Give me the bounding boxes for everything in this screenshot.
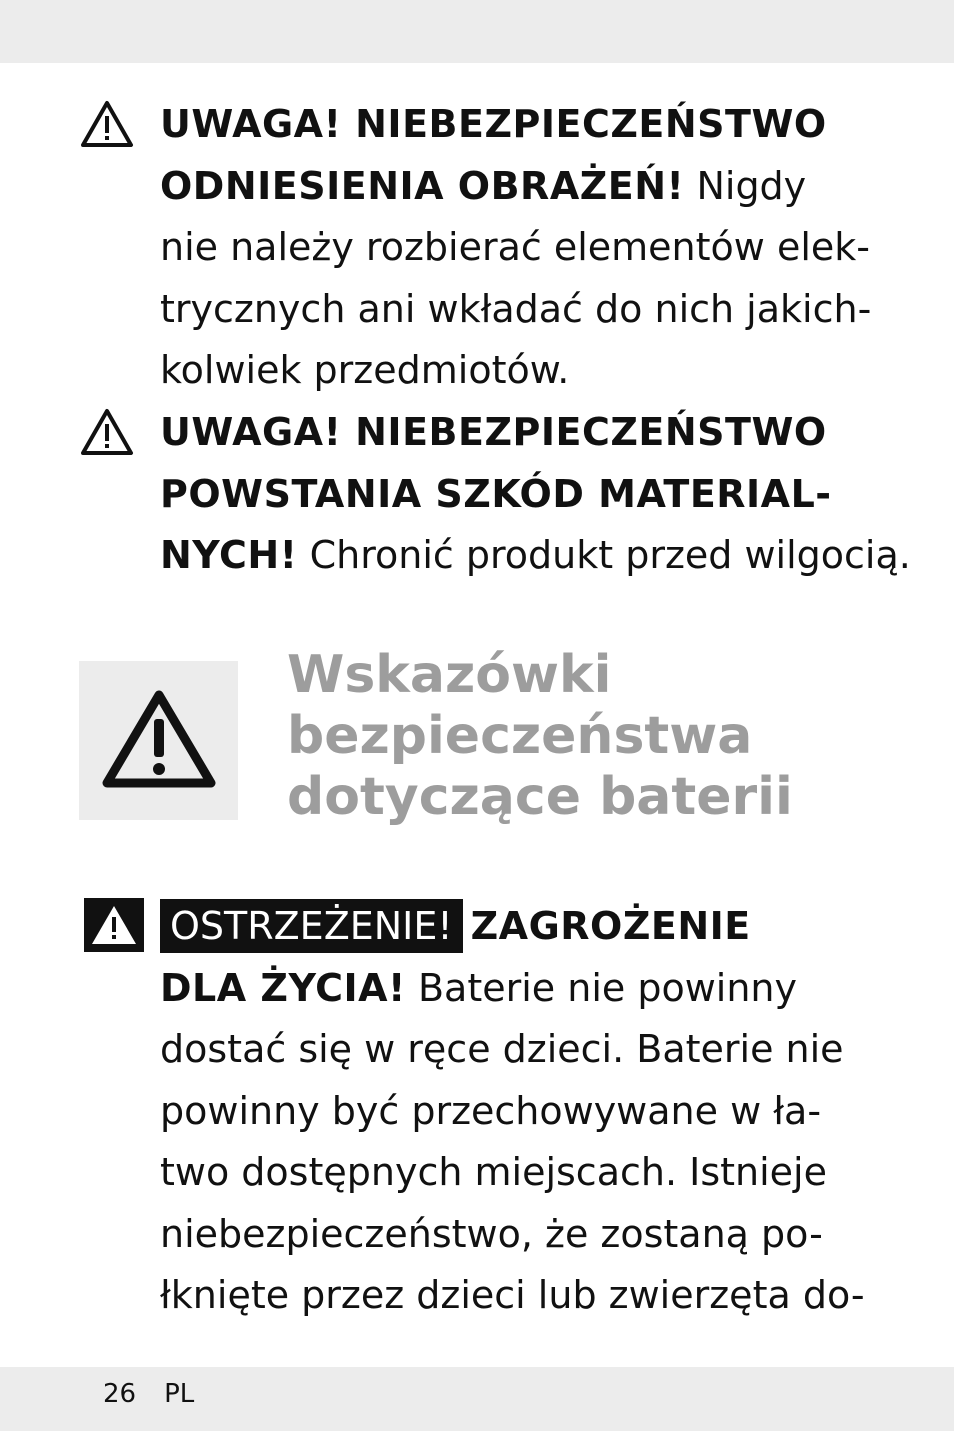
page-footer <box>103 1376 222 1412</box>
text-line: powinny być przechowywane w ła- <box>160 1088 822 1133</box>
text-line: nie należy rozbierać elementów elek- <box>160 225 870 269</box>
text-line: trycznych ani wkładać do nich jakich- <box>160 286 872 331</box>
warning-label: OSTRZEŻENIE! <box>160 899 463 953</box>
heading-line: Wskazówki <box>287 645 612 705</box>
alert-danger-to-life <box>160 896 900 1327</box>
text-line: two dostępnych miejscach. Istnieje <box>160 1150 827 1194</box>
heading-icon-box <box>79 661 238 820</box>
warning-triangle-icon <box>101 689 217 789</box>
text-line: łknięte przez dzieci lub zwierzęta do- <box>160 1273 865 1317</box>
text-line: DLA ŻYCIA! Baterie nie powinny <box>160 965 798 1010</box>
text-line: ODNIESIENIA OBRAŻEŃ! Nigdy <box>160 163 807 208</box>
warning-injury <box>160 94 900 402</box>
text-line: dostać się w ręce dzieci. Baterie nie <box>160 1027 844 1071</box>
text-line: kolwiek przedmiotów. <box>160 348 570 392</box>
warning-material-damage <box>160 402 911 587</box>
language-code: PL <box>164 1379 195 1409</box>
section-heading <box>287 645 927 828</box>
text-line: OSTRZEŻENIE! ZAGROŻENIE <box>160 896 900 958</box>
text-line: UWAGA! NIEBEZPIECZEŃSTWO <box>160 410 827 454</box>
heading-line: bezpieczeństwa <box>287 706 753 766</box>
text-line: POWSTANIA SZKÓD MATERIAL- <box>160 471 832 516</box>
text-line: UWAGA! NIEBEZPIECZEŃSTWO <box>160 102 827 146</box>
warning-triangle-icon <box>80 408 134 456</box>
warning-triangle-icon <box>80 100 134 148</box>
page-number: 26 <box>103 1379 137 1409</box>
text-line: niebezpieczeństwo, że zostaną po- <box>160 1211 823 1256</box>
top-band <box>0 0 954 63</box>
text-line: NYCH! Chronić produkt przed wilgocią. <box>160 533 911 577</box>
heading-line: dotyczące baterii <box>287 767 793 827</box>
warning-badge-icon <box>84 898 144 952</box>
